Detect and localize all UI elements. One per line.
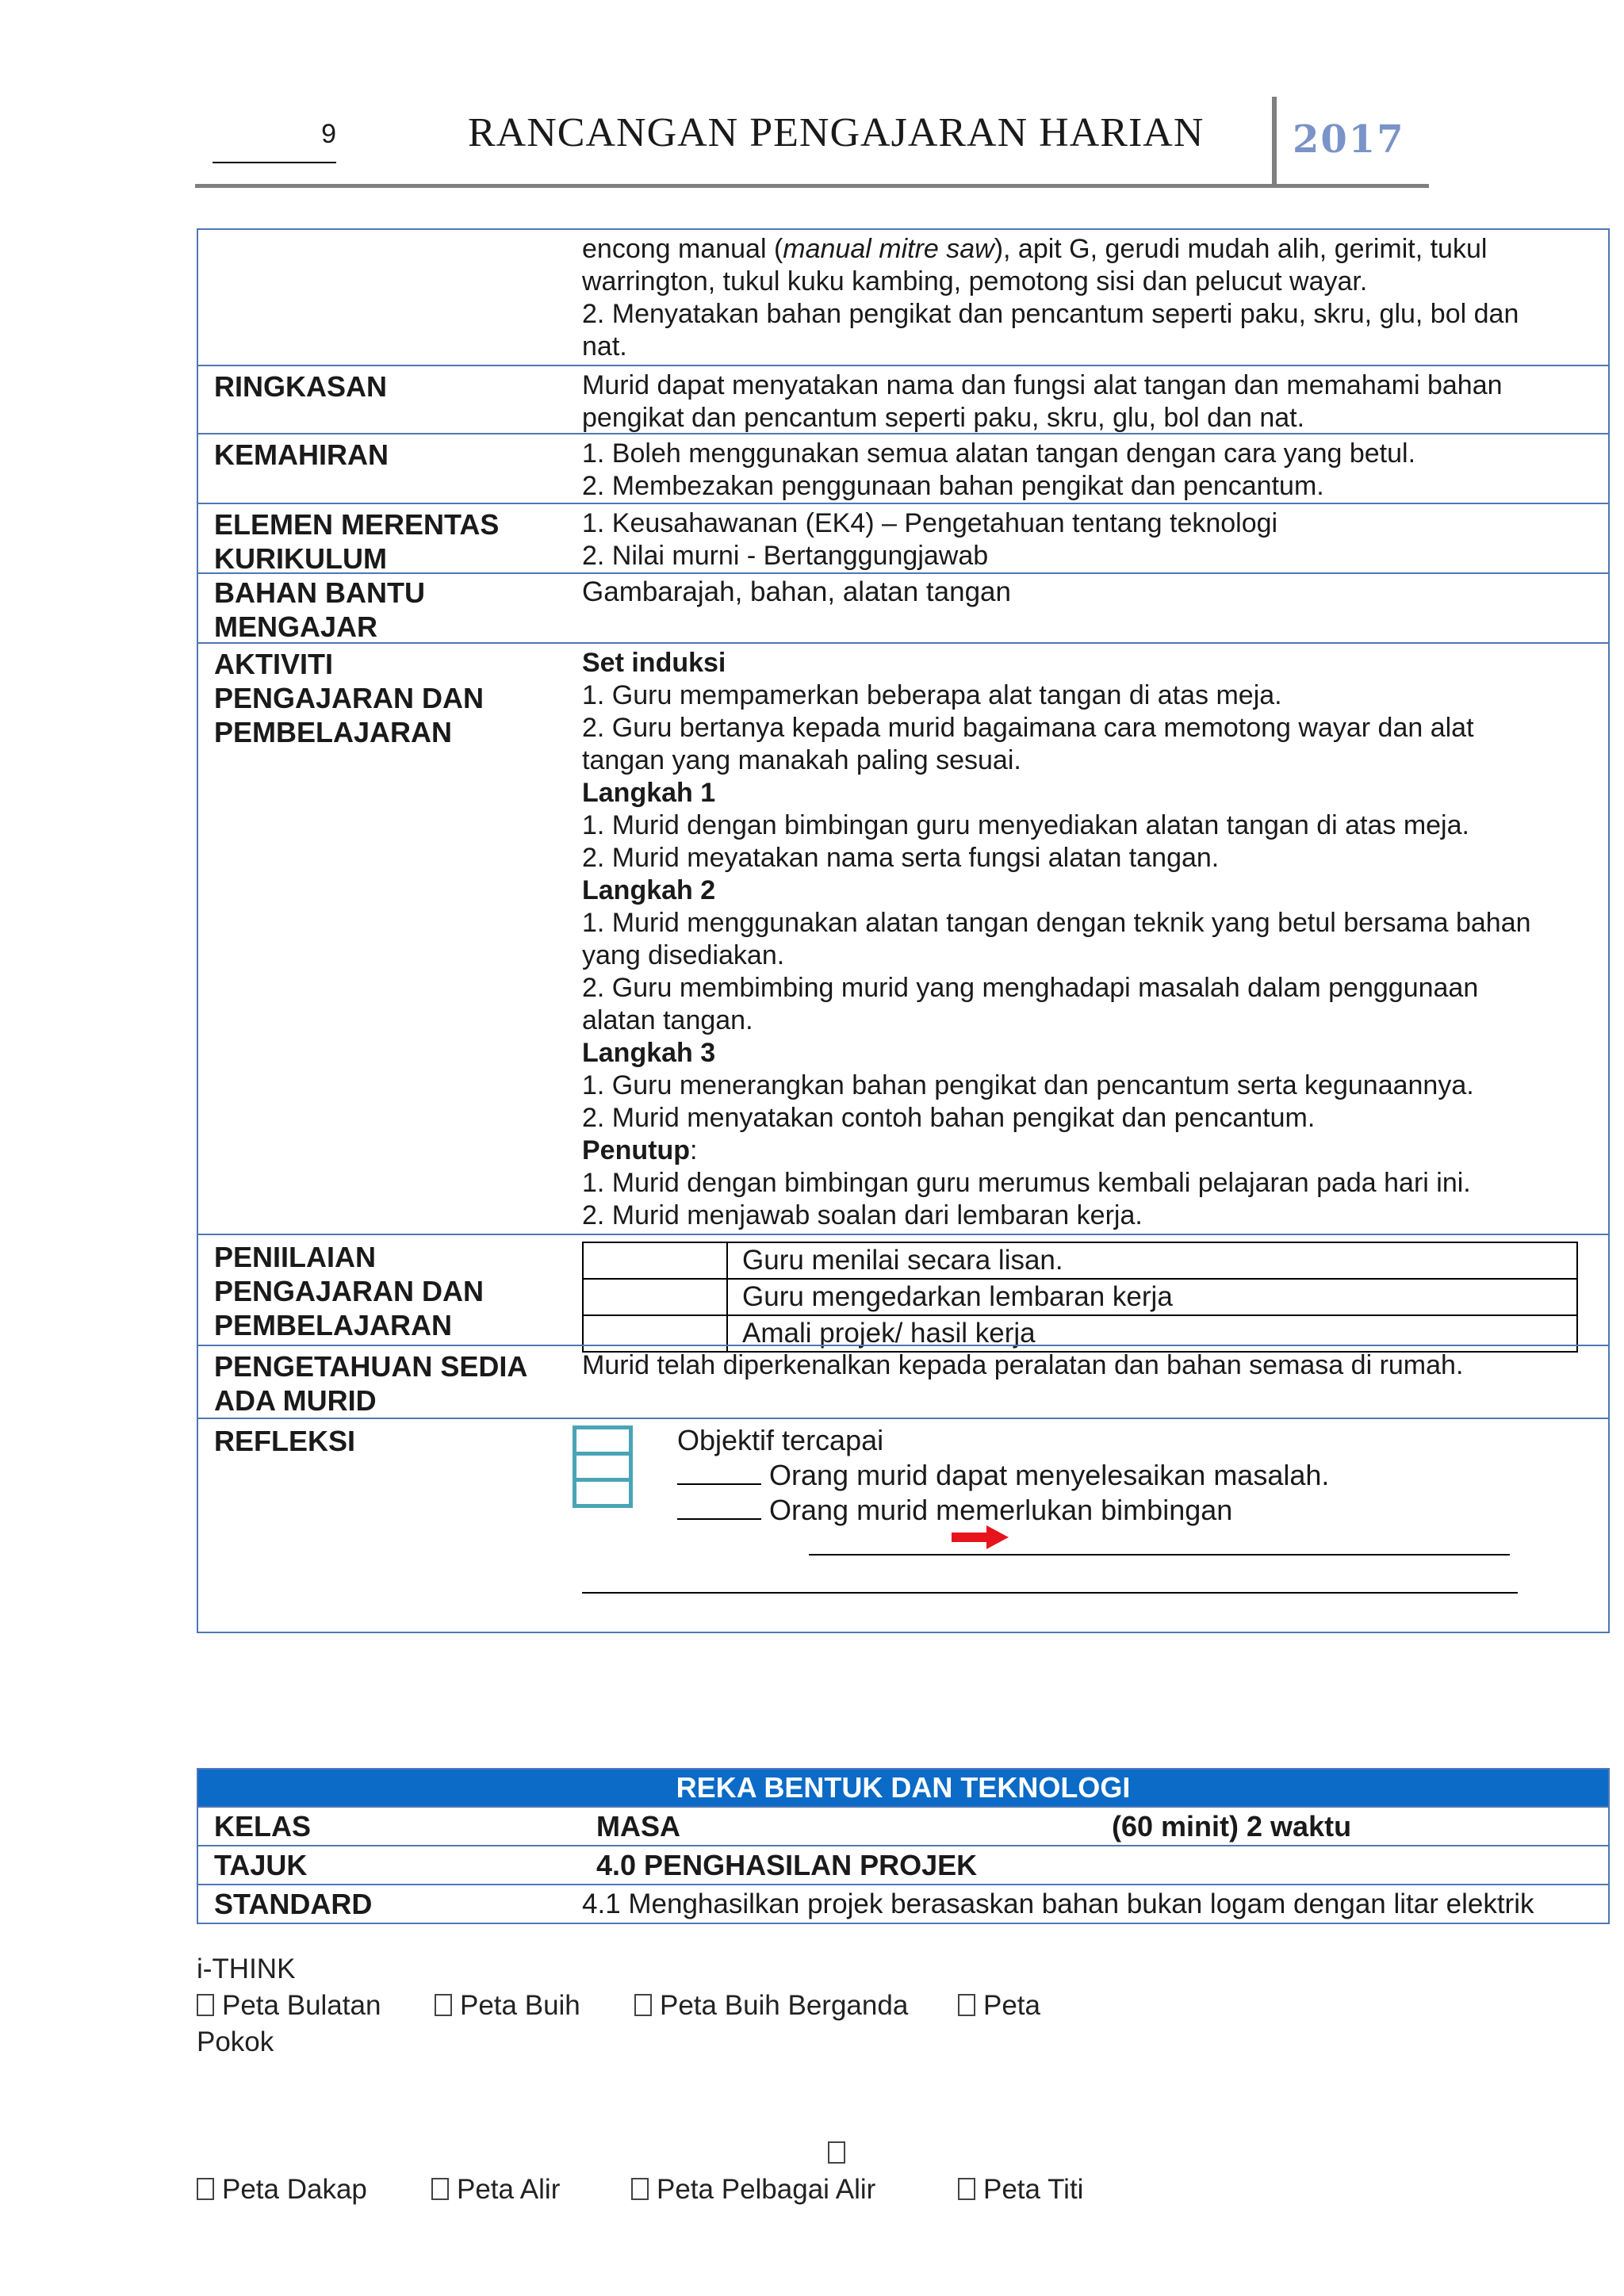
- pengetahuan-row: [198, 1345, 1608, 1419]
- refleksi-label: REFLEKSI: [214, 1425, 356, 1457]
- assessment-item: [584, 1278, 1576, 1314]
- penilaian-label-3: PEMBELAJARAN: [214, 1309, 453, 1341]
- assessment-text: Guru mengedarkan lembaran kerja: [742, 1281, 1173, 1312]
- page-number: 9: [321, 119, 336, 149]
- continuation-line2: warrington, tukul kuku kambing, pemotong sisi dan pelucut wayar.: [582, 266, 1368, 297]
- refleksi-write-line[interactable]: [809, 1554, 1510, 1556]
- assessment-checkbox[interactable]: [584, 1243, 728, 1278]
- langkah3-heading: Langkah 3: [582, 1038, 716, 1068]
- langkah1-2: 2. Murid meyatakan nama serta fungsi alatan tangan.: [582, 843, 1220, 873]
- checkbox-icon: [958, 2178, 975, 2200]
- red-arrow-icon: [952, 1524, 1009, 1551]
- ithink-option[interactable]: [958, 1990, 1040, 2022]
- refleksi-row: [198, 1418, 1608, 1633]
- assessment-checkbox[interactable]: [584, 1280, 728, 1314]
- checkbox-icon: [958, 1994, 975, 2016]
- ithink-option[interactable]: [631, 2174, 875, 2206]
- checkbox-icon: [828, 2141, 845, 2164]
- penilaian-row: [198, 1234, 1608, 1349]
- bahan-label-2: MENGAJAR: [214, 610, 378, 643]
- checkbox-icon: [197, 1994, 214, 2016]
- refleksi-blank[interactable]: [677, 1460, 761, 1485]
- header-year: 2017: [1293, 117, 1405, 162]
- refleksi-line3: Orang murid memerlukan bimbingan: [769, 1494, 1233, 1526]
- standard-value: 4.1 Menghasilkan projek berasaskan bahan bukan logam dengan litar elektrik: [582, 1888, 1534, 1919]
- aktiviti-label-2: PENGAJARAN DAN: [214, 682, 485, 714]
- continuation-line4: nat.: [582, 331, 627, 362]
- elemen-line1: 1. Keusahawanan (EK4) – Pengetahuan tentang teknologi: [582, 508, 1278, 538]
- continuation-line3: 2. Menyatakan bahan pengikat dan pencantum seperti paku, skru, glu, bol dan: [582, 299, 1519, 329]
- assessment-text: Amali projek/ hasil kerja: [742, 1318, 1036, 1349]
- langkah3-1: 1. Guru menerangkan bahan pengikat dan pencantum serta kegunaannya.: [582, 1070, 1474, 1100]
- set-induksi-heading: Set induksi: [582, 648, 726, 678]
- penutup-colon: :: [689, 1135, 698, 1165]
- ringkasan-label: RINGKASAN: [214, 370, 388, 403]
- bahan-row: [198, 572, 1608, 644]
- ringkasan-line1: Murid dapat menyatakan nama dan fungsi alat tangan dan memahami bahan: [582, 370, 1503, 400]
- langkah2-heading: Langkah 2: [582, 875, 716, 905]
- masa-label: MASA: [596, 1810, 680, 1843]
- ithink-option-wrap: Pokok: [197, 2026, 274, 2057]
- page-number-underline: [213, 162, 336, 163]
- set-induksi-2b: tangan yang manakah paling sesuai.: [582, 745, 1021, 775]
- kemahiran-row: [198, 433, 1608, 504]
- refleksi-write-line[interactable]: [582, 1592, 1518, 1594]
- langkah2-1b: yang disediakan.: [582, 940, 785, 970]
- bahan-label-1: BAHAN BANTU: [214, 576, 425, 609]
- langkah1-1: 1. Murid dengan bimbingan guru menyediakan alatan tangan di atas meja.: [582, 810, 1469, 840]
- langkah2-2b: alatan tangan.: [582, 1005, 753, 1035]
- langkah2-1a: 1. Murid menggunakan alatan tangan dengan teknik yang betul bersama bahan: [582, 908, 1531, 938]
- standard-row: [198, 1884, 1608, 1923]
- checkbox-icon: [634, 1994, 652, 2016]
- aktiviti-content: [582, 647, 1589, 1232]
- langkah2-2a: 2. Guru membimbing murid yang menghadapi masalah dalam penggunaan: [582, 973, 1479, 1003]
- elemen-label-1: ELEMEN MERENTAS: [214, 508, 500, 541]
- masa-value: (60 minit) 2 waktu: [1112, 1810, 1352, 1843]
- langkah3-2: 2. Murid menyatakan contoh bahan pengikat dan pencantum.: [582, 1103, 1316, 1133]
- checkbox-icon: [431, 2178, 449, 2200]
- ithink-option-label: Peta Pelbagai Alir: [657, 2174, 876, 2205]
- ithink-option-label: Peta: [983, 1990, 1040, 2021]
- continuation-line1b: ), apit G, gerudi mudah alih, gerimit, tukul: [994, 234, 1488, 264]
- penutup-2: 2. Murid menjawab soalan dari lembaran kerja.: [582, 1200, 1143, 1230]
- elemen-row: [198, 503, 1608, 574]
- tajuk-label: TAJUK: [214, 1849, 308, 1881]
- aktiviti-row: [198, 642, 1608, 1235]
- refleksi-line2: Orang murid dapat menyelesaikan masalah.: [769, 1459, 1330, 1491]
- kemahiran-line1: 1. Boleh menggunakan semua alatan tangan dengan cara yang betul.: [582, 438, 1416, 469]
- pengetahuan-label-1: PENGETAHUAN SEDIA: [214, 1350, 528, 1383]
- pengetahuan-value: Murid telah diperkenalkan kepada peralatan dan bahan semasa di rumah.: [582, 1350, 1464, 1380]
- ithink-option-label: Peta Bulatan: [222, 1990, 381, 2021]
- lesson-plan-table: [197, 228, 1610, 1633]
- ithink-stray-checkbox[interactable]: [828, 2137, 853, 2169]
- checkbox-icon: [631, 2178, 649, 2200]
- kelas-row: [198, 1806, 1608, 1845]
- assessment-checklist: [582, 1242, 1578, 1353]
- ithink-option[interactable]: [634, 1990, 908, 2022]
- langkah1-heading: Langkah 1: [582, 778, 716, 808]
- page-title: RANCANGAN PENGAJARAN HARIAN: [468, 110, 1205, 155]
- penutup-heading: Penutup: [582, 1135, 690, 1165]
- aktiviti-label-3: PEMBELAJARAN: [214, 716, 453, 748]
- ithink-title: i-THINK: [197, 1954, 296, 1984]
- checkbox-icon: [197, 2178, 214, 2200]
- tajuk-row: [198, 1845, 1608, 1884]
- refleksi-line1: Objektif tercapai: [677, 1424, 884, 1456]
- ithink-option[interactable]: [197, 2174, 367, 2206]
- aktiviti-label-1: AKTIVITI: [214, 648, 333, 680]
- header-divider: [1272, 97, 1277, 186]
- tajuk-value: 4.0 PENGHASILAN PROJEK: [596, 1849, 978, 1881]
- ithink-option[interactable]: [431, 2174, 560, 2206]
- ithink-option-label: Peta Buih Berganda: [660, 1990, 909, 2021]
- kemahiran-label: KEMAHIRAN: [214, 438, 389, 471]
- ithink-option-label: Peta Buih: [460, 1990, 580, 2021]
- standard-label: STANDARD: [214, 1888, 373, 1920]
- elemen-label-2: KURIKULUM: [214, 542, 387, 575]
- penilaian-label-2: PENGAJARAN DAN: [214, 1275, 485, 1307]
- continuation-line1-italic: manual mitre saw: [783, 234, 994, 264]
- ringkasan-row: [198, 365, 1608, 434]
- continuation-row: [198, 230, 1608, 365]
- assessment-text: Guru menilai secara lisan.: [742, 1245, 1063, 1276]
- penutup-1: 1. Murid dengan bimbingan guru merumus kembali pelajaran pada hari ini.: [582, 1168, 1471, 1198]
- set-induksi-2a: 2. Guru bertanya kepada murid bagaimana cara memotong wayar dan alat: [582, 713, 1474, 743]
- elemen-line2: 2. Nilai murni - Bertanggungjawab: [582, 541, 989, 571]
- kemahiran-line2: 2. Membezakan penggunaan bahan pengikat dan pencantum.: [582, 471, 1324, 501]
- ithink-option[interactable]: [958, 2174, 1083, 2206]
- ithink-option-label: Peta Alir: [457, 2174, 561, 2205]
- ithink-option[interactable]: [435, 1990, 580, 2022]
- checkbox-icon: [435, 1994, 452, 2016]
- header-rule: [195, 184, 1429, 188]
- set-induksi-1: 1. Guru mempamerkan beberapa alat tangan di atas meja.: [582, 680, 1282, 710]
- subject-summary-table: [197, 1768, 1610, 1924]
- refleksi-blank[interactable]: [677, 1494, 761, 1520]
- ringkasan-line2: pengikat dan pencantum seperti paku, skru, glu, bol dan nat.: [582, 403, 1305, 433]
- penilaian-label-1: PENIILAIAN: [214, 1241, 377, 1273]
- pengetahuan-label-2: ADA MURID: [214, 1384, 377, 1417]
- ithink-option[interactable]: [197, 1990, 381, 2022]
- continuation-text: [582, 233, 1589, 363]
- assessment-item: [584, 1243, 1576, 1278]
- bahan-value: Gambarajah, bahan, alatan tangan: [582, 576, 1011, 607]
- subject-heading: REKA BENTUK DAN TEKNOLOGI: [198, 1770, 1608, 1806]
- ithink-option-label: Peta Dakap: [222, 2174, 367, 2205]
- ithink-option-label: Peta Titi: [983, 2174, 1084, 2205]
- kelas-label: KELAS: [214, 1810, 312, 1843]
- continuation-line1a: encong manual (: [582, 234, 783, 264]
- refleksi-checkbox[interactable]: [573, 1478, 633, 1508]
